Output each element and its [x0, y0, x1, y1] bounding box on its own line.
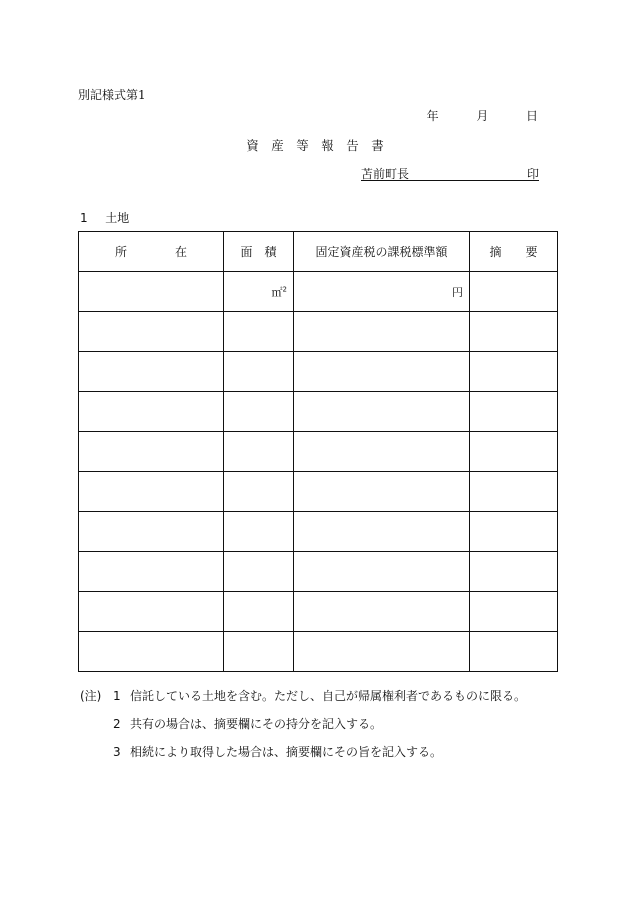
- table-row: [79, 272, 558, 312]
- table-row: [79, 512, 558, 552]
- cell-location[interactable]: [79, 592, 224, 632]
- cell-area[interactable]: [224, 392, 294, 432]
- mayor-signature-line: [361, 165, 539, 181]
- table-row: [79, 592, 558, 632]
- cell-area[interactable]: [224, 512, 294, 552]
- note-number: 3: [113, 745, 121, 759]
- cell-assessed-value[interactable]: [294, 512, 470, 552]
- cell-remarks[interactable]: [470, 632, 558, 672]
- seal-mark: 印: [526, 167, 539, 181]
- cell-location[interactable]: [79, 432, 224, 472]
- section-heading: [80, 209, 129, 226]
- cell-assessed-value[interactable]: [294, 352, 470, 392]
- cell-assessed-value[interactable]: [294, 632, 470, 672]
- cell-remarks[interactable]: [470, 472, 558, 512]
- cell-assessed-value[interactable]: [294, 392, 470, 432]
- section-title: 土地: [105, 211, 130, 225]
- cell-area[interactable]: [224, 432, 294, 472]
- table-row: [79, 632, 558, 672]
- cell-area[interactable]: [224, 312, 294, 352]
- document-title: 資 産 等 報 告 書: [246, 138, 384, 153]
- date-day: 日: [525, 109, 538, 123]
- cell-assessed-value[interactable]: [294, 552, 470, 592]
- note-text: 相続により取得した場合は、摘要欄にその旨を記入する。: [130, 745, 443, 759]
- notes-prefix: (注): [80, 689, 102, 703]
- cell-location[interactable]: [79, 392, 224, 432]
- mayor-name: 苫前町長: [361, 167, 410, 181]
- header-remarks: 摘 要: [470, 232, 558, 272]
- cell-assessed-value[interactable]: [294, 592, 470, 632]
- cell-location[interactable]: [79, 632, 224, 672]
- cell-assessed-value[interactable]: [294, 472, 470, 512]
- area-unit: ㎡$^2$: [271, 285, 287, 299]
- cell-location[interactable]: [79, 272, 224, 312]
- cell-area[interactable]: [224, 472, 294, 512]
- cell-remarks[interactable]: [470, 512, 558, 552]
- cell-area[interactable]: [224, 632, 294, 672]
- cell-area[interactable]: [224, 352, 294, 392]
- cell-area[interactable]: [224, 592, 294, 632]
- cell-assessed-value[interactable]: [294, 432, 470, 472]
- cell-remarks[interactable]: [470, 432, 558, 472]
- header-location: 所 在: [79, 232, 224, 272]
- cell-location[interactable]: [79, 352, 224, 392]
- table-row: [79, 312, 558, 352]
- cell-remarks[interactable]: [470, 552, 558, 592]
- note-number: 2: [113, 717, 121, 731]
- note-text: 信託している土地を含む。ただし、自己が帰属権利者であるものに限る。: [130, 689, 527, 703]
- section-number: 1: [80, 211, 88, 225]
- cell-location[interactable]: [79, 552, 224, 592]
- table-row: [79, 392, 558, 432]
- cell-location[interactable]: [79, 512, 224, 552]
- land-table: [78, 231, 558, 672]
- table-row: [79, 552, 558, 592]
- table-row: [79, 352, 558, 392]
- date-month: 月: [476, 109, 489, 123]
- date-year: 年: [426, 109, 439, 123]
- cell-remarks[interactable]: [470, 392, 558, 432]
- cell-remarks[interactable]: [470, 592, 558, 632]
- cell-area[interactable]: [224, 272, 294, 312]
- cell-location[interactable]: [79, 472, 224, 512]
- header-area: 面 積: [224, 232, 294, 272]
- cell-location[interactable]: [79, 312, 224, 352]
- cell-assessed-value[interactable]: [294, 312, 470, 352]
- table-row: [79, 432, 558, 472]
- cell-remarks[interactable]: [470, 312, 558, 352]
- table-header-row: [79, 232, 558, 272]
- cell-assessed-value[interactable]: [294, 272, 470, 312]
- cell-remarks[interactable]: [470, 352, 558, 392]
- note-number: 1: [113, 689, 121, 703]
- form-label: 別記様式第1: [78, 88, 146, 102]
- cell-area[interactable]: [224, 552, 294, 592]
- cell-remarks[interactable]: [470, 272, 558, 312]
- note-text: 共有の場合は、摘要欄にその持分を記入する。: [130, 717, 383, 731]
- table-row: [79, 472, 558, 512]
- date-row: [427, 107, 538, 124]
- header-assessed-value: 固定資産税の課税標準額: [294, 232, 470, 272]
- yen-unit: 円: [452, 286, 463, 299]
